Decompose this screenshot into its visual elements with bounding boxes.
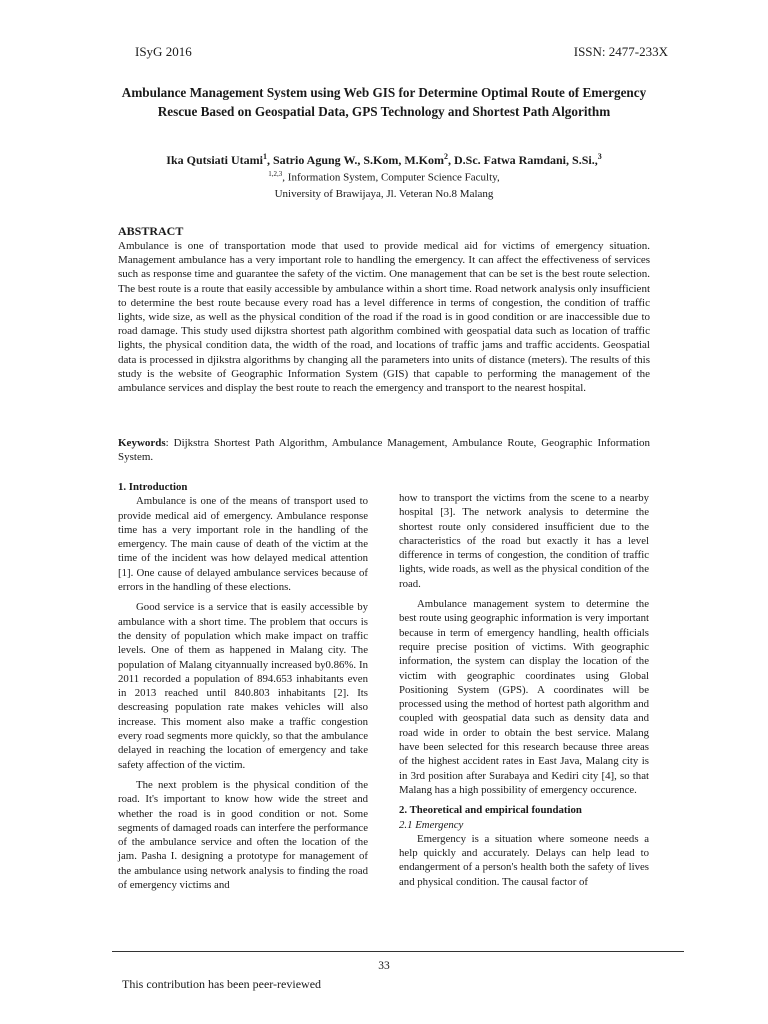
section-heading-introduction: 1. Introduction — [118, 481, 188, 493]
affiliation-line-2: University of Brawijaya, Jl. Veteran No.8 Malang — [274, 187, 494, 200]
author-2: , Satrio Agung W., S.Kom, M.Kom — [266, 153, 445, 167]
keywords — [118, 436, 650, 464]
footer-rule — [112, 951, 684, 952]
page-number: 33 — [378, 960, 390, 972]
section-heading-theoretical: 2. Theoretical and empirical foundation — [399, 804, 582, 817]
footer-note: This contribution has been peer-reviewed — [122, 977, 322, 991]
paragraph: Good service is a service that is easily accessible by ambulance with a short time. The problem that occurs is the density of population which make impact on traffic levels. One of them as happened in Malang city. The population of Malang cityannually increased by0.86%. In 2011 recorded a population of 894.653 inhabitants even in 2013 reached until 840.803 inhabitants [2]. Its descreasing population rate makes vehicles will also increase. This moment also make a traffic congestion every road segments more quickly, so that the ambulance delayed in reaching the location of emergency and take safety affection of the victim. — [118, 601, 368, 771]
author-3-affil-marker: 3 — [597, 152, 602, 161]
affiliation-marker: 1,2,3 — [268, 170, 283, 178]
author-3: , D.Sc. Fatwa Ramdani, S.Si., — [448, 153, 598, 167]
running-header-conference: ISyG 2016 — [135, 44, 192, 59]
keywords-label: Keywords — [118, 437, 166, 449]
paragraph: Ambulance management system to determine the best route using geographic information is very important because in term of emergency handling, health officials require precise position of victims. With geographic information, the system can display the location of the victim with geographic coordinates using Global Positioning System (GPS). A coordinates will be processed using the method of hortest path algorithm and coupled with geospatial data such as density data and road wide in order to obtain the best service. Malang have been selected for this research because three areas of the highest accident rates in East Java, Malang city is in 3rd position after Surabaya and Kediri city [4], so that Malang has a high possibility of emergency occurence. — [399, 598, 649, 796]
paragraph: how to transport the victims from the scene to a nearby hospital [3]. The network analysis to determine the shortest route only considered insufficient due to the characteristics of the road but exactly it has a level difference in terms of congestion, the condition of traffic lights, wide roads, as well as the physical condition of the road. — [399, 492, 649, 590]
left-column — [118, 480, 368, 898]
affiliation — [120, 166, 648, 202]
abstract-text: Ambulance is one of transportation mode that used to provide medical aid for victims of emergency situation. Management ambulance has a very important role to handling the emergency. It can affect the effectiveness of services such as response time and guarantee the safety of the victim. One management that can be set is the best route selection. The best route is a route that easily accessible by ambulance within a short time. Road network analysis only insufficient to determine the best route because every road has a level difference in terms of congestion, the condition of traffic lights, wide size, as well as the physical condition of the road if the road is in good condition or are inaccessible due to road damage. This study used dijkstra shortest path algorithm combined with geospatial data such as location of traffic lights, the physical condition data, the width of the road, and locations of traffic jams and traffic accidents. Geospatial data is processed in djikstra algorithms by changing all the parameters into units of distance (meters). The results of this study is the website of Geographic Information System (GIS) that capable to performing the management of the ambulance services and display the best route to reach the emergency and transport to the nearest hospital. — [118, 240, 650, 395]
running-header-issn: ISSN: 2477-233X — [573, 44, 668, 59]
subsection-heading-emergency: 2.1 Emergency — [399, 818, 464, 831]
keywords-text: : Dijkstra Shortest Path Algorithm, Ambulance Management, Ambulance Route, Geographic Information System. — [118, 437, 650, 464]
author-1: Ika Qutsiati Utami — [166, 153, 263, 167]
author-1-affil-marker: 1 — [262, 152, 267, 161]
paper-title: Ambulance Management System using Web GIS for Determine Optimal Route of Emergency Rescue Based on Geospatial Data, GPS Technology and Shortest Path Algorithm — [121, 85, 647, 119]
paragraph: Emergency is a situation where someone needs a help quickly and accurately. Delays can help lead to endangerment of a person's health both the safety of lives and physical condition. The causal factor of — [399, 832, 649, 888]
paragraph: The next problem is the physical condition of the road. It's important to know how wide the street and whether the road is in good condition or not. Some segments of damaged roads can interfere the performance of the ambulance service and often the location of the jam. Pasha I. designing a prototype for management of the ambulance using network analysis to finding the road of emergency victims and — [118, 778, 368, 892]
right-column — [399, 491, 649, 895]
author-2-affil-marker: 2 — [444, 152, 449, 161]
paragraph: Ambulance is one of the means of transport used to provide medical aid of emergency. Ambulance response time has a very important role in the handling of the emergency. The main cause of death of the victim at the time of the incident was how delayed medical attention [1]. One cause of delayed ambulance services because of errors in the handling of these elections. — [118, 495, 368, 594]
affiliation-line-1: $^{1,2,3}$, Information System, Computer Science Faculty, — [268, 170, 500, 184]
abstract-heading: ABSTRACT — [118, 224, 184, 238]
